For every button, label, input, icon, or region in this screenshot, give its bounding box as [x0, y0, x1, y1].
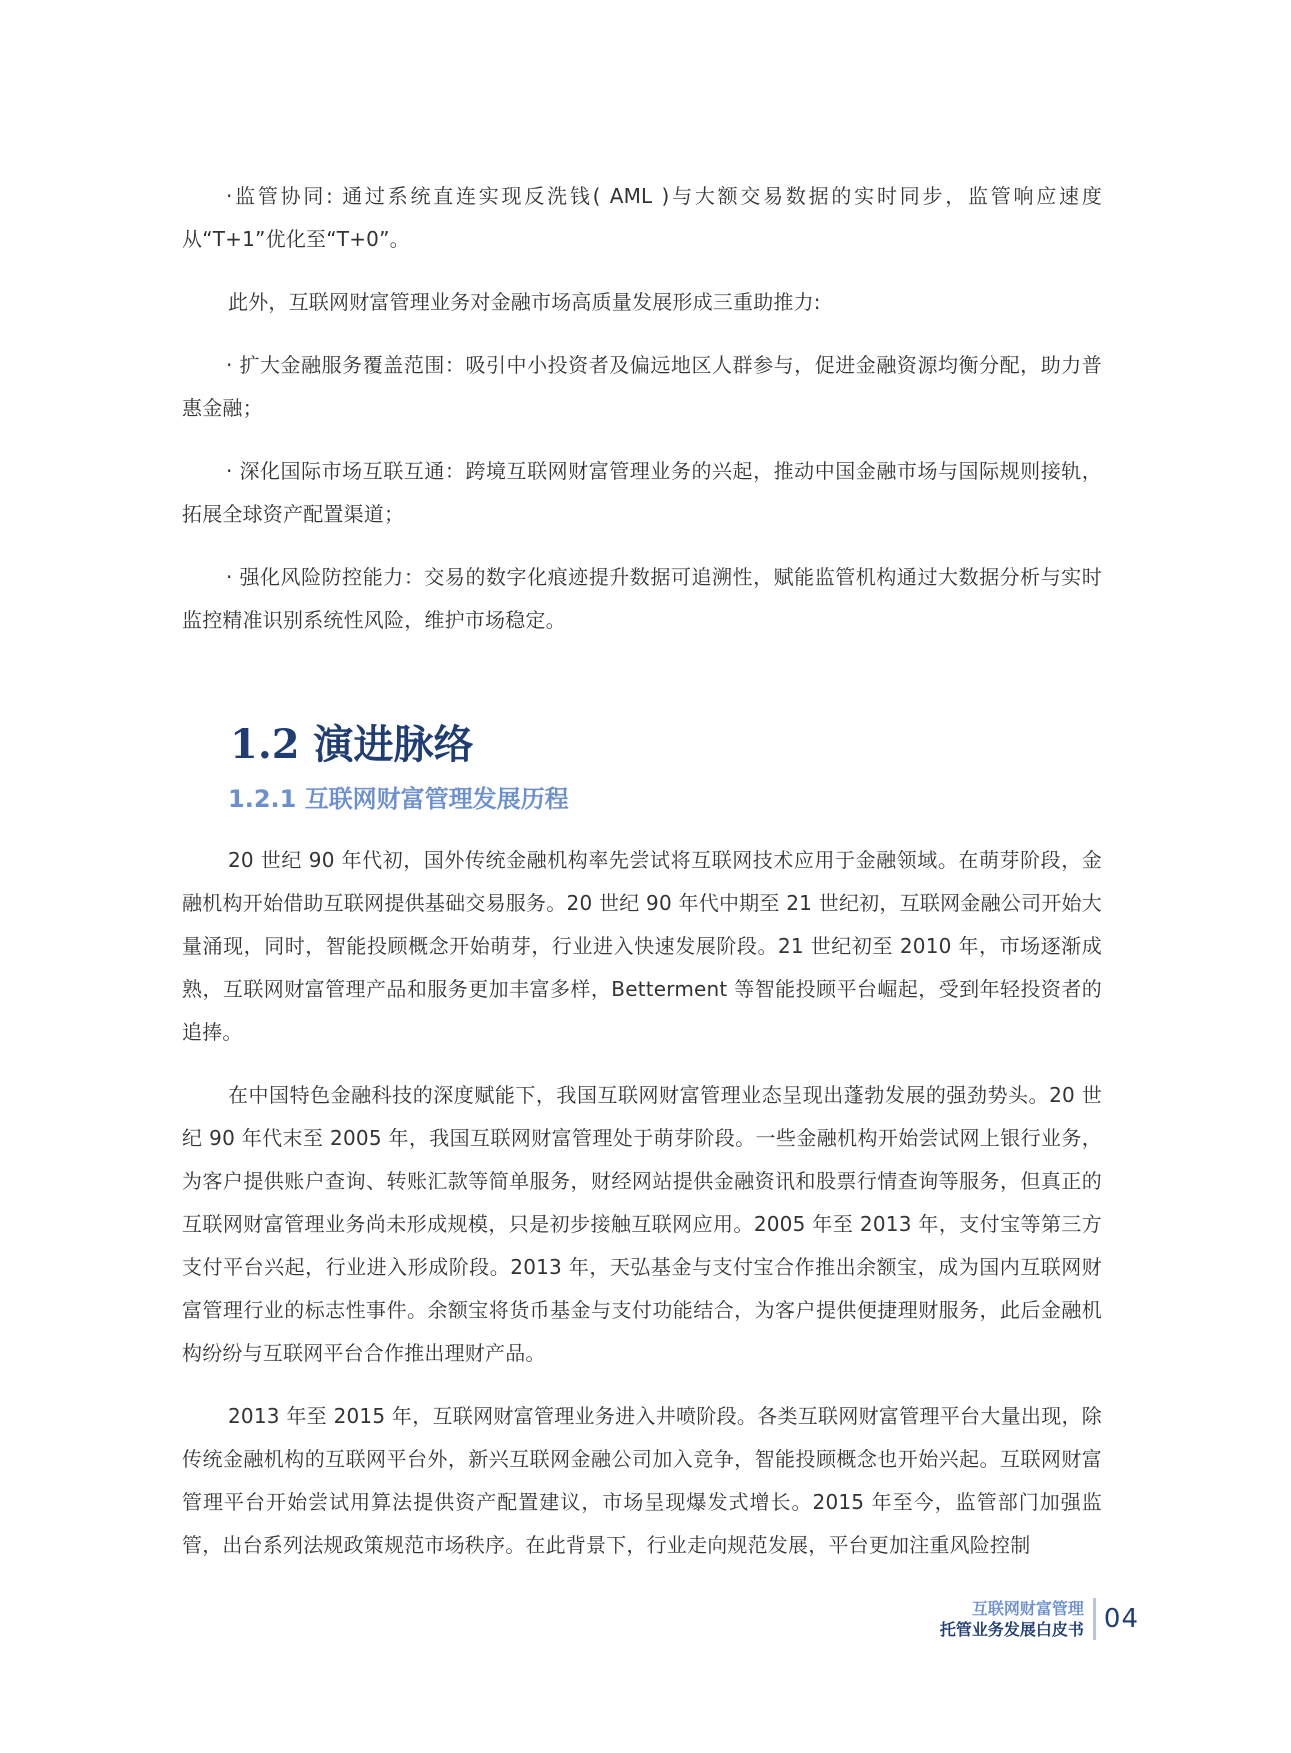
bullet-international-connectivity: · 深化国际市场互联互通：跨境互联网财富管理业务的兴起，推动中国金融市场与国际规则接轨，拓展全球资产配置渠道； — [182, 459, 1102, 526]
footer-divider — [1093, 1598, 1096, 1640]
history-paragraph-international: 20 世纪 90 年代初，国外传统金融机构率先尝试将互联网技术应用于金融领域。在萌芽阶段，金融机构开始借助互联网提供基础交易服务。20 世纪 90 年代中期至 21 世纪初，互联网金融公司开始大量涌现，同时，智能投顾概念开始萌芽，行业进入快速发展阶段。21 世纪初至 2010 年，市场逐渐成熟，互联网财富管理产品和服务更加丰富多样，Betterment 等智能投顾平台崛起，受到年轻投资者的追捧。 — [182, 848, 1102, 1044]
intro-lead-paragraph: 此外，互联网财富管理业务对金融市场高质量发展形成三重助推力: — [228, 290, 821, 314]
bullet-risk-control: · 强化风险防控能力：交易的数字化痕迹提升数据可追溯性，赋能监管机构通过大数据分析与实时监控精准识别系统性风险，维护市场稳定。 — [182, 565, 1102, 632]
history-paragraph-china: 在中国特色金融科技的深度赋能下，我国互联网财富管理业态呈现出蓬勃发展的强劲势头。20 世纪 90 年代末至 2005 年，我国互联网财富管理处于萌芽阶段。一些金融机构开始尝试网上银行业务，为客户提供账户查询、转账汇款等简单服务，财经网站提供金融资讯和股票行情查询等服务，但真正的互联网财富管理业务尚未形成规模，只是初步接触互联网应用。2005 年至 2013 年，支付宝等第三方支付平台兴起，行业进入形成阶段。2013 年，天弘基金与支付宝合作推出余额宝，成为国内互联网财富管理行业的标志性事件。余额宝将货币基金与支付功能结合，为客户提供便捷理财服务，此后金融机构纷纷与互联网平台合作推出理财产品。 — [182, 1083, 1102, 1365]
bullet-expand-coverage: · 扩大金融服务覆盖范围：吸引中小投资者及偏远地区人群参与，促进金融资源均衡分配，助力普惠金融； — [182, 353, 1102, 420]
footer-title-line1: 互联网财富管理 — [971, 1599, 1084, 1618]
bullet-regulatory-coordination: ·监管协同: 通过系统直连实现反洗钱( AML )与大额交易数据的实时同步，监管响应速度从“T+1”优化至“T+0”。 — [182, 184, 1102, 251]
history-paragraph-boom: 2013 年至 2015 年，互联网财富管理业务进入井喷阶段。各类互联网财富管理平台大量出现，除传统金融机构的互联网平台外，新兴互联网金融公司加入竞争，智能投顾概念也开始兴起。互联网财富管理平台开始尝试用算法提供资产配置建议，市场呈现爆发式增长。2015 年至今，监管部门加强监管，出台系列法规政策规范市场秩序。在此背景下，行业走向规范发展，平台更加注重风险控制 — [182, 1404, 1102, 1557]
section-title: 1.2 演进脉络 — [230, 721, 474, 768]
intro-section — [182, 175, 1102, 662]
footer-title-block — [940, 1598, 1084, 1640]
history-section — [182, 839, 1102, 1587]
footer-title-line2: 托管业务发展白皮书 — [939, 1620, 1084, 1639]
page-footer — [940, 1598, 1139, 1640]
page-number: 04 — [1103, 1604, 1139, 1634]
subsection-title: 1.2.1 互联网财富管理发展历程 — [228, 785, 569, 813]
